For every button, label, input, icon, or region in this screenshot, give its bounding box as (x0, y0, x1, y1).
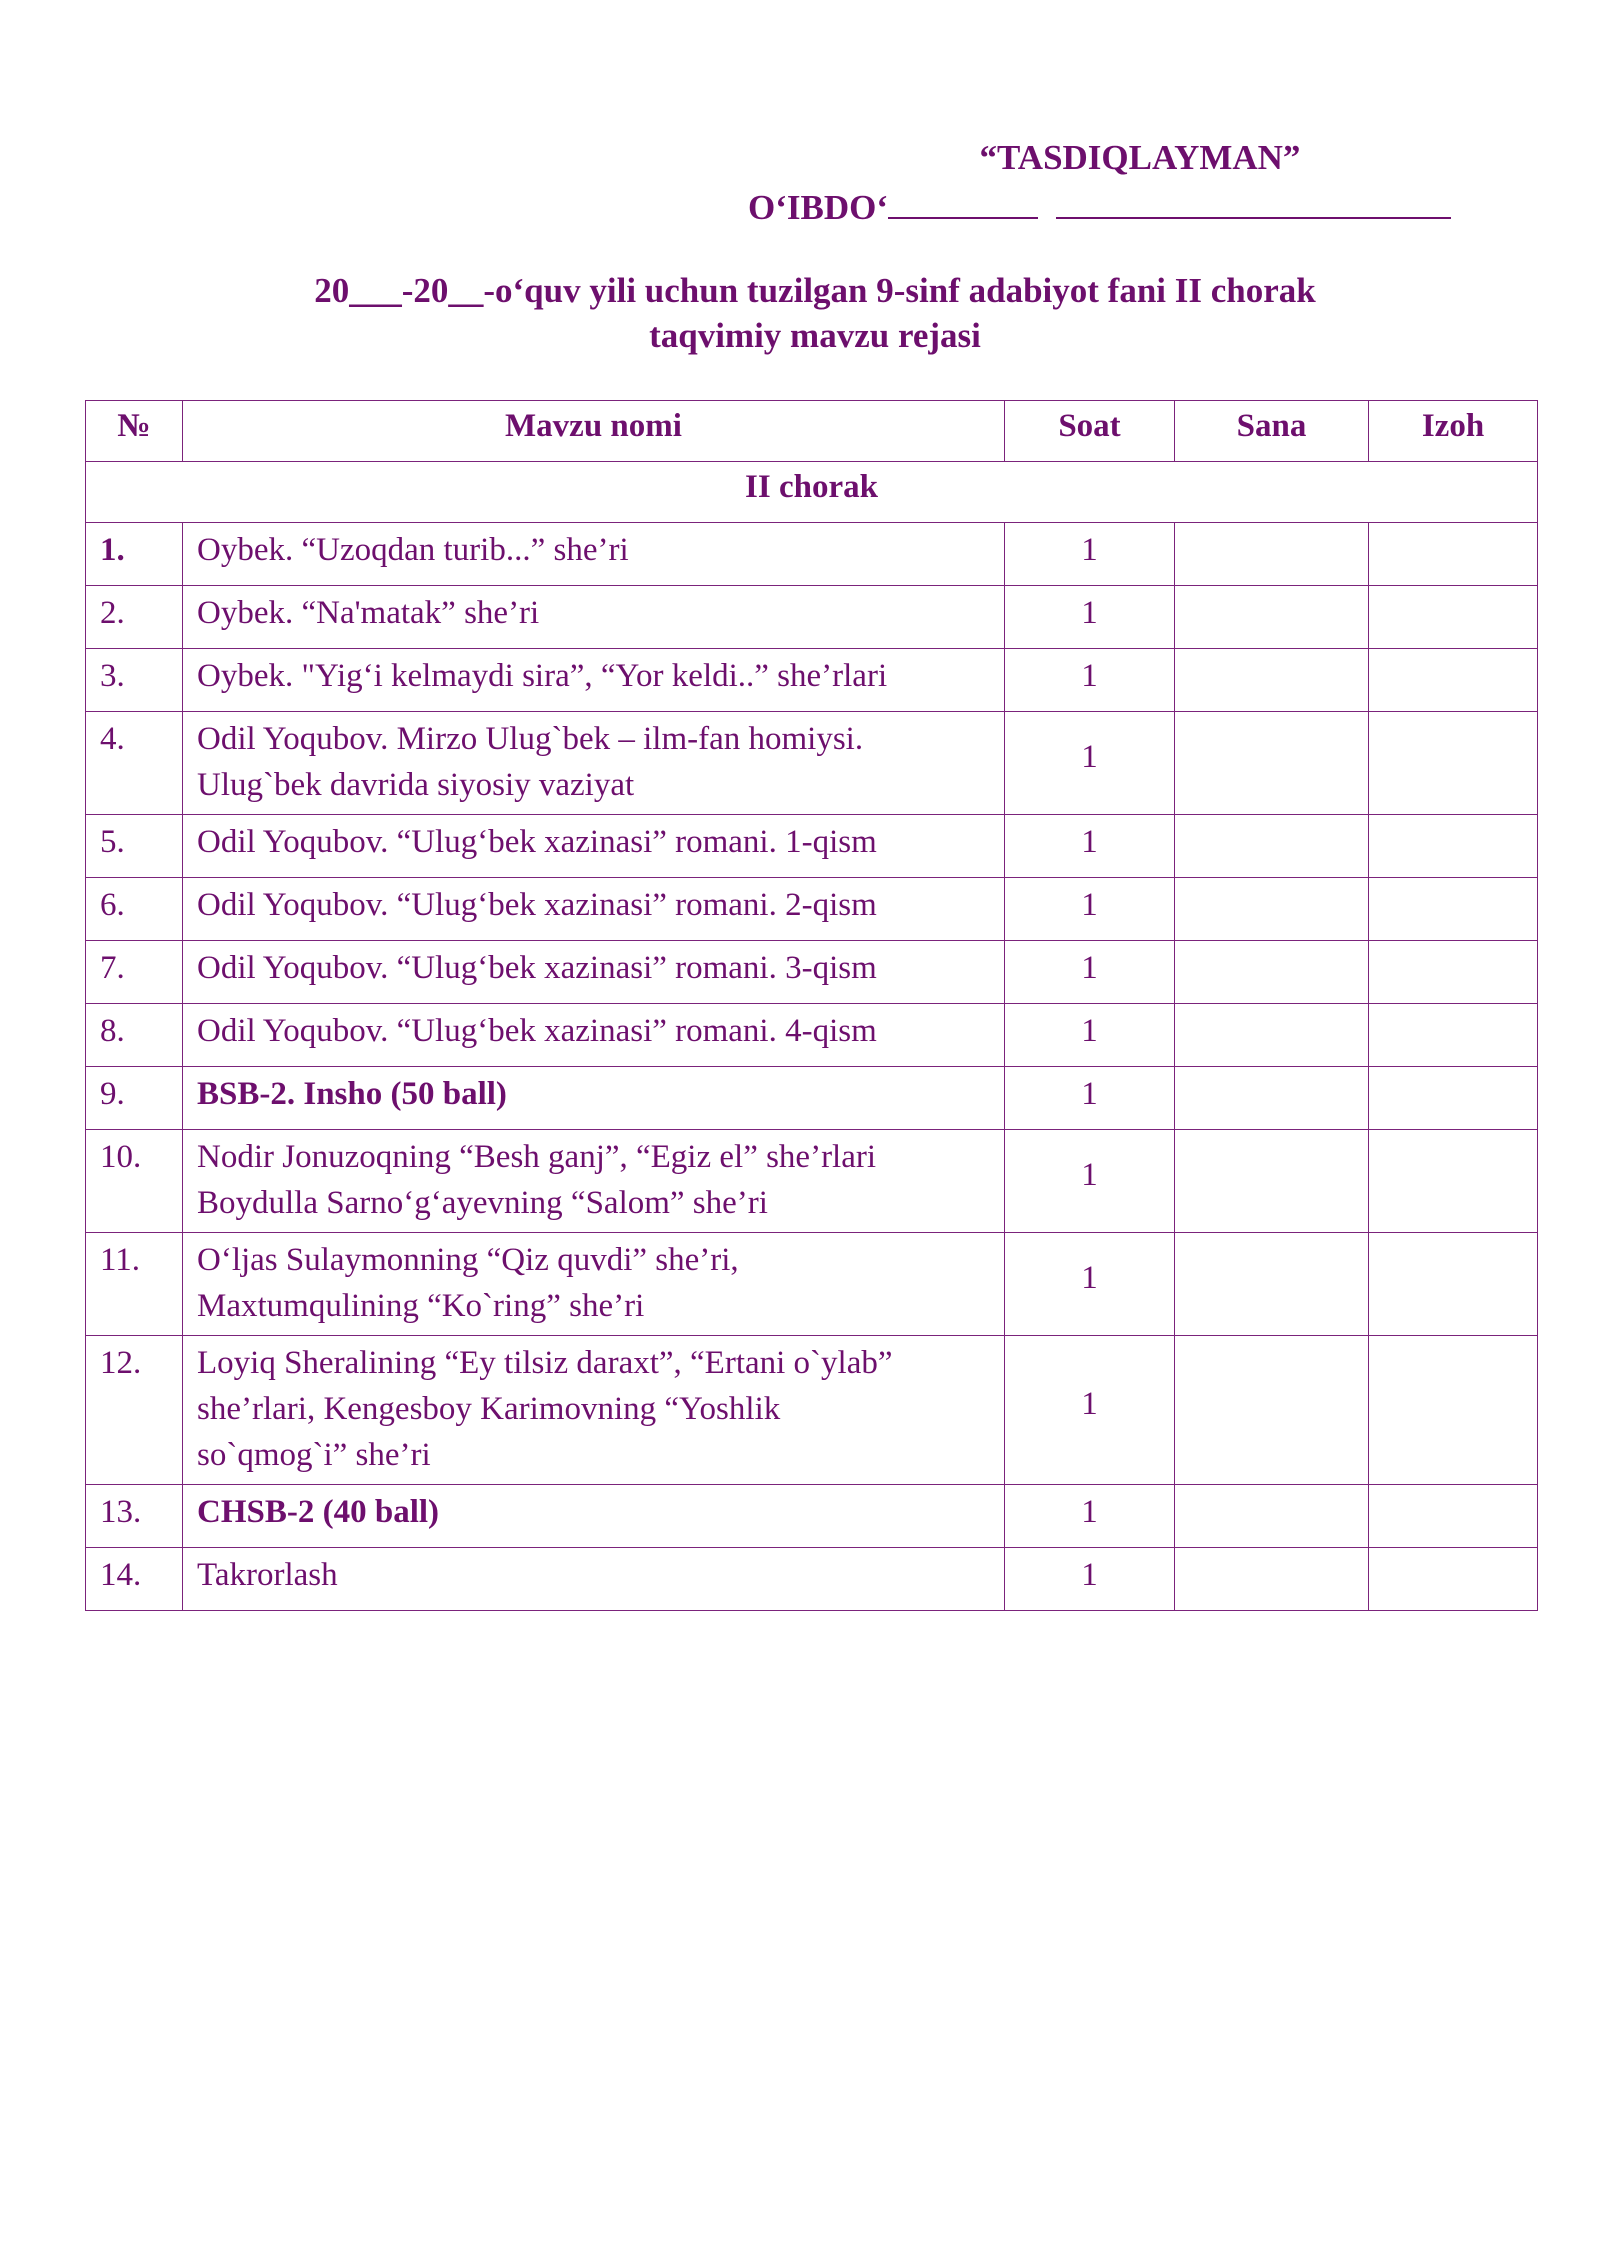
row-date (1175, 1485, 1369, 1548)
row-note (1369, 1336, 1538, 1485)
table-row (86, 1067, 1538, 1130)
table-header-row (86, 401, 1538, 462)
row-topic: Odil Yoqubov. “Ulug‘bek xazinasi” romani. 1-qism (183, 815, 1005, 878)
row-topic-line: Loyiq Sheralining “Ey tilsiz daraxt”, “Ertani o`ylab” (197, 1345, 893, 1381)
row-number: 4. (86, 712, 183, 815)
row-topic (183, 712, 1005, 815)
row-date (1175, 1548, 1369, 1611)
table-row (86, 586, 1538, 649)
approval-line (748, 183, 1451, 228)
row-number: 9. (86, 1067, 183, 1130)
row-topic: Takrorlash (183, 1548, 1005, 1611)
row-note (1369, 1130, 1538, 1233)
row-number: 8. (86, 1004, 183, 1067)
row-number: 7. (86, 941, 183, 1004)
table-row (86, 1485, 1538, 1548)
row-note (1369, 1548, 1538, 1611)
header-hours: Soat (1005, 401, 1175, 462)
row-hours: 1 (1005, 941, 1175, 1004)
row-topic-line: so`qmog`i” she’ri (197, 1437, 431, 1473)
row-number: 3. (86, 649, 183, 712)
table-row (86, 649, 1538, 712)
row-hours: 1 (1005, 878, 1175, 941)
row-topic: CHSB-2 (40 ball) (183, 1485, 1005, 1548)
table-row (86, 712, 1538, 815)
section-row (86, 462, 1538, 523)
table-row (86, 1130, 1538, 1233)
row-date (1175, 1336, 1369, 1485)
row-note (1369, 878, 1538, 941)
row-hours: 1 (1005, 1067, 1175, 1130)
name-blank (1056, 183, 1451, 219)
row-hours: 1 (1005, 649, 1175, 712)
header-num: № (86, 401, 183, 462)
table-row (86, 941, 1538, 1004)
row-hours: 1 (1005, 1548, 1175, 1611)
row-note (1369, 586, 1538, 649)
row-topic: Oybek. "Yig‘i kelmaydi sira”, “Yor keldi..” she’rlari (183, 649, 1005, 712)
row-topic-line: Nodir Jonuzoqning “Besh ganj”, “Egiz el” she’rlari (197, 1139, 877, 1175)
row-hours: 1 (1005, 815, 1175, 878)
row-date (1175, 1233, 1369, 1336)
row-date (1175, 586, 1369, 649)
row-topic: Oybek. “Uzoqdan turib...” she’ri (183, 523, 1005, 586)
header-note: Izoh (1369, 401, 1538, 462)
row-date (1175, 649, 1369, 712)
row-number: 5. (86, 815, 183, 878)
row-note (1369, 1233, 1538, 1336)
row-hours: 1 (1005, 1130, 1175, 1233)
row-hours: 1 (1005, 523, 1175, 586)
table-row (86, 815, 1538, 878)
row-date (1175, 878, 1369, 941)
table-row (86, 523, 1538, 586)
row-number: 6. (86, 878, 183, 941)
document-title-line-1: 20___-20__-o‘quv yili uchun tuzilgan 9-sinf adabiyot fani II chorak (314, 271, 1316, 310)
row-date (1175, 1130, 1369, 1233)
row-topic-line: Maxtumqulining “Ko`ring” she’ri (197, 1288, 645, 1324)
header-date: Sana (1175, 401, 1369, 462)
table-row (86, 1548, 1538, 1611)
row-number: 2. (86, 586, 183, 649)
row-topic-line: Ulug`bek davrida siyosiy vaziyat (197, 767, 635, 803)
row-date (1175, 712, 1369, 815)
row-topic-line: O‘ljas Sulaymonning “Qiz quvdi” she’ri, (197, 1242, 739, 1278)
approval-title: “TASDIQLAYMAN” (979, 138, 1301, 177)
row-topic: Odil Yoqubov. “Ulug‘bek xazinasi” romani. 3-qism (183, 941, 1005, 1004)
row-note (1369, 712, 1538, 815)
row-note (1369, 1067, 1538, 1130)
row-hours: 1 (1005, 712, 1175, 815)
row-topic: Odil Yoqubov. “Ulug‘bek xazinasi” romani. 2-qism (183, 878, 1005, 941)
signature-blank (888, 183, 1038, 219)
row-hours: 1 (1005, 586, 1175, 649)
row-topic-line: Odil Yoqubov. Mirzo Ulug`bek – ilm-fan homiysi. (197, 721, 864, 757)
row-note (1369, 1485, 1538, 1548)
approval-organization: O‘IBDO‘ (748, 188, 888, 227)
row-date (1175, 941, 1369, 1004)
header-topic: Mavzu nomi (183, 401, 1005, 462)
row-topic-line: Boydulla Sarno‘g‘ayevning “Salom” she’ri (197, 1185, 768, 1221)
row-note (1369, 523, 1538, 586)
row-topic (183, 1233, 1005, 1336)
row-number: 13. (86, 1485, 183, 1548)
row-hours: 1 (1005, 1004, 1175, 1067)
row-hours: 1 (1005, 1233, 1175, 1336)
table-row (86, 1336, 1538, 1485)
row-note (1369, 941, 1538, 1004)
document-title-line-2: taqvimiy mavzu rejasi (649, 316, 981, 355)
row-note (1369, 815, 1538, 878)
row-date (1175, 815, 1369, 878)
row-topic (183, 1336, 1005, 1485)
row-date (1175, 1004, 1369, 1067)
row-hours: 1 (1005, 1485, 1175, 1548)
row-topic: BSB-2. Insho (50 ball) (183, 1067, 1005, 1130)
row-number: 10. (86, 1130, 183, 1233)
table-row (86, 1004, 1538, 1067)
row-number: 1. (86, 523, 183, 586)
row-note (1369, 649, 1538, 712)
table-row (86, 1233, 1538, 1336)
row-date (1175, 1067, 1369, 1130)
row-date (1175, 523, 1369, 586)
row-number: 12. (86, 1336, 183, 1485)
row-note (1369, 1004, 1538, 1067)
row-topic: Oybek. “Na'matak” she’ri (183, 586, 1005, 649)
lesson-plan-table (85, 400, 1538, 1611)
row-topic-line: she’rlari, Kengesboy Karimovning “Yoshlik (197, 1391, 781, 1427)
table-row (86, 878, 1538, 941)
section-label: II chorak (86, 462, 1538, 523)
row-number: 14. (86, 1548, 183, 1611)
row-number: 11. (86, 1233, 183, 1336)
document-title (0, 268, 1600, 358)
row-topic (183, 1130, 1005, 1233)
row-topic: Odil Yoqubov. “Ulug‘bek xazinasi” romani. 4-qism (183, 1004, 1005, 1067)
row-hours: 1 (1005, 1336, 1175, 1485)
